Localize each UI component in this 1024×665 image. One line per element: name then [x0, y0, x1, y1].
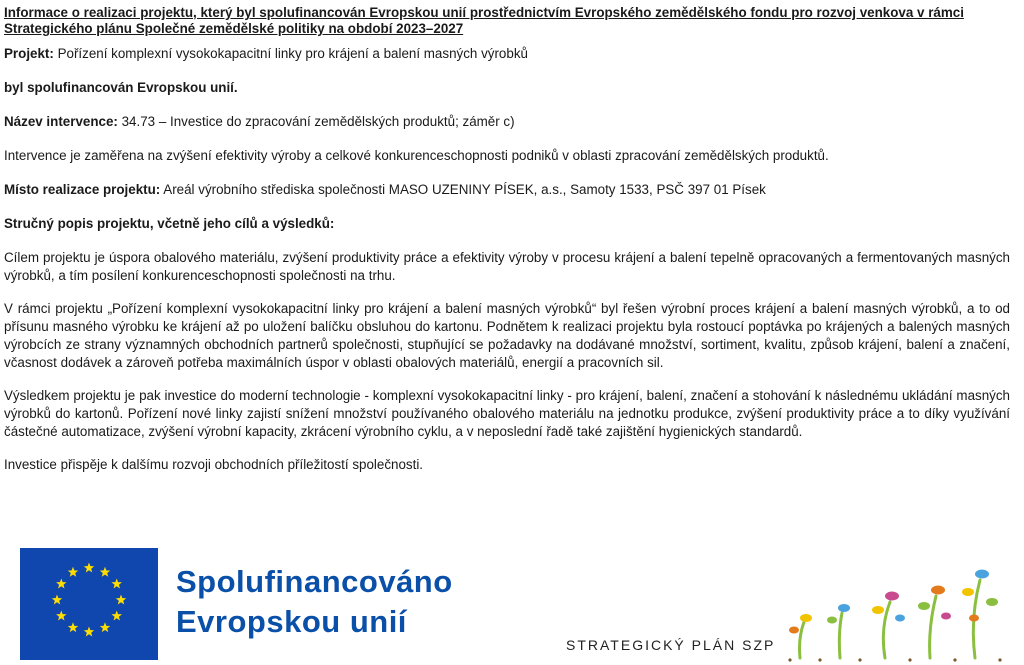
szp-sprout-logo-icon	[780, 558, 1010, 663]
project-line	[4, 45, 1010, 63]
intervention-aim: Intervence je zaměřena na zvýšení efektivity výroby a celkové konkurenceschopnosti podniků v oblasti zpracování zemědělských produktů.	[4, 148, 829, 163]
document-body	[4, 5, 1010, 489]
eu-star-icon	[116, 595, 126, 605]
description-heading: Stručný popis projektu, včetně jeho cílů a výsledků:	[4, 216, 335, 231]
location-value: Areál výrobního střediska společnosti MASO UZENINY PÍSEK, a.s., Samoty 1533, PSČ 397 01 Písek	[160, 182, 766, 197]
eu-star-icon	[56, 611, 66, 621]
eu-star-icon	[111, 579, 121, 589]
eu-line-1: Spolufinancováno	[176, 564, 453, 599]
paragraph-scope: V rámci projektu „Pořízení komplexní vysokokapacitní linky pro krájení a balení masných výrobků“ byl řešen výrobní proces krájení a balení masných výrobků, a to od přísunu masného výrobku ke krájení až po uložení balíčku obsluhou do kartonu. Podnětem k realizaci projektu byla rostoucí poptávka po krájených a balených masných výrobcích ze strany významných obchodních partnerů společnosti, stupňující se požadavky na dodávané množství, sortiment, kvalitu, způsob krájení, balení a značení, včasnost dodávek a zároveň potřeba maximálních úspor v oblasti obalových materiálů, energií a pracovních sil.	[4, 301, 1010, 370]
project-label: Projekt:	[4, 46, 54, 61]
eu-star-icon	[84, 563, 94, 573]
eu-star-icon	[56, 579, 66, 589]
eu-flag-icon	[20, 548, 158, 660]
eu-stars	[20, 548, 158, 660]
document-title: Informace o realizaci projektu, který byl spolufinancován Evropskou unií prostřednictvím Evropského zemědělského fondu pro rozvoj venkova v rámci Strategického plánu Společné zemědělské politiky na období 2023–2027	[4, 5, 964, 36]
project-value: Pořízení komplexní vysokokapacitní linky pro krájení a balení masných výrobků	[53, 46, 528, 61]
paragraph-goal: Cílem projektu je úspora obalového materiálu, zvýšení produktivity práce a efektivity výroby v procesu krájení a balení tepelně opracovaných a fermentovaných masných výrobků, a tím posílení konkurenceschopnosti společnosti na trhu.	[4, 250, 1010, 283]
szp-label: STRATEGICKÝ PLÁN SZP	[566, 637, 776, 653]
location-label: Místo realizace projektu:	[4, 182, 161, 197]
paragraph-outlook: Investice přispěje k dalšímu rozvoji obchodních příležitostí společnosti.	[4, 457, 424, 472]
intervention-line	[4, 113, 1010, 131]
intervention-value: 34.73 – Investice do zpracování zemědělských produktů; záměr c)	[117, 114, 515, 129]
eu-star-icon	[68, 622, 78, 632]
eu-star-icon	[52, 595, 62, 605]
eu-star-icon	[84, 627, 94, 637]
location-line	[4, 181, 1010, 199]
eu-star-icon	[68, 567, 78, 577]
eu-star-icon	[111, 611, 121, 621]
cofinanced-line: byl spolufinancován Evropskou unií.	[4, 80, 238, 95]
eu-line-2: Evropskou unií	[176, 604, 407, 639]
eu-cofinanced-logo-text	[176, 562, 453, 642]
footer-logos	[0, 548, 1024, 665]
paragraph-result: Výsledkem projektu je pak investice do moderní technologie - komplexní vysokokapacitní linky - pro krájení, balení, značení a stohování k následnému ukládání masných výrobků do kartonů. Pořízení nové linky zajistí snížení množství používaného obalového materiálu na jednotku produkce, zvýšení produktivity práce a to díky využívání částečné automatizace, zvýšení výrobní kapacity, zkrácení výrobního cyklu, a v neposlední řadě také zajištění hygienických standardů.	[4, 388, 1010, 439]
eu-star-icon	[100, 567, 110, 577]
intervention-label: Název intervence:	[4, 114, 118, 129]
eu-star-icon	[100, 622, 110, 632]
